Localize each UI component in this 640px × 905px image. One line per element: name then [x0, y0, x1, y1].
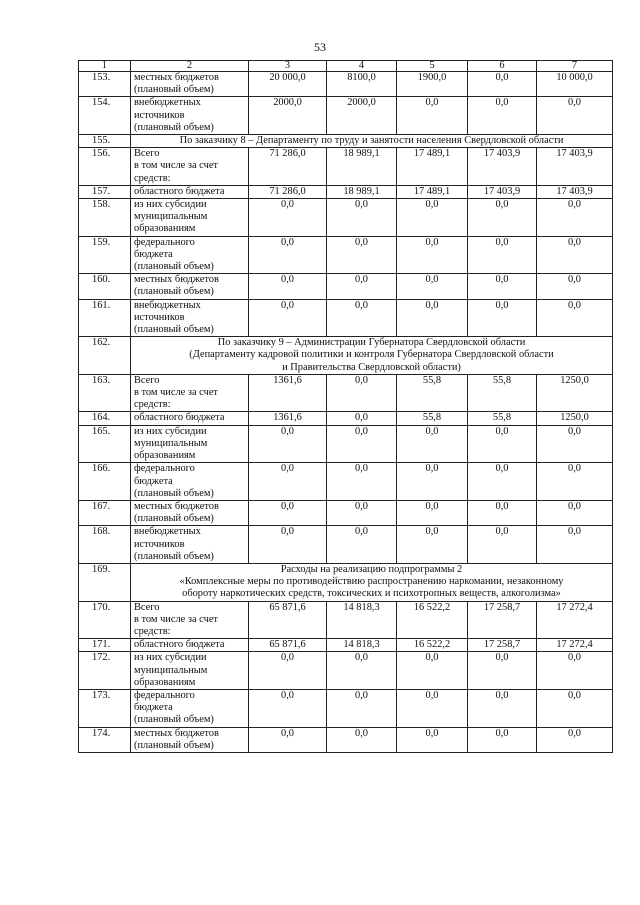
value-cell: 0,0	[397, 500, 468, 525]
value-cell: 0,0	[327, 526, 397, 564]
value-cell: 0,0	[249, 236, 327, 274]
value-cell: 16 522,2	[397, 601, 468, 639]
value-cell: 0,0	[397, 652, 468, 690]
row-label: федерального бюджета (плановый объем)	[131, 236, 249, 274]
column-header: 4	[327, 61, 397, 72]
value-cell: 71 286,0	[249, 148, 327, 186]
value-cell: 0,0	[537, 689, 613, 727]
row-label: из них субсидии муниципальным образованиям	[131, 425, 249, 463]
value-cell: 0,0	[249, 199, 327, 237]
value-cell: 2000,0	[249, 97, 327, 135]
value-cell: 0,0	[537, 463, 613, 501]
row-number: 158.	[79, 199, 131, 237]
value-cell: 0,0	[468, 425, 537, 463]
value-cell: 0,0	[397, 97, 468, 135]
table-body	[79, 61, 613, 753]
column-header: 1	[79, 61, 131, 72]
value-cell: 17 489,1	[397, 185, 468, 198]
row-label: внебюджетных источников (плановый объем)	[131, 97, 249, 135]
column-header: 2	[131, 61, 249, 72]
value-cell: 0,0	[249, 727, 327, 752]
section-title: По заказчику 9 – Администрации Губернатора Свердловской области (Департаменту кадровой политики и контроля Губернатора Свердловской области и Правительства Свердловской области)	[131, 337, 613, 375]
value-cell: 0,0	[327, 274, 397, 299]
table-row	[79, 601, 613, 639]
table-row	[79, 727, 613, 752]
value-cell: 18 989,1	[327, 185, 397, 198]
value-cell: 1250,0	[537, 374, 613, 412]
row-label: Всего в том числе за счет средств:	[131, 148, 249, 186]
row-number: 154.	[79, 97, 131, 135]
value-cell: 0,0	[468, 199, 537, 237]
row-label: федерального бюджета (плановый объем)	[131, 463, 249, 501]
value-cell: 55,8	[397, 412, 468, 425]
row-label: областного бюджета	[131, 412, 249, 425]
section-row	[79, 135, 613, 148]
row-label: областного бюджета	[131, 185, 249, 198]
value-cell: 0,0	[537, 727, 613, 752]
row-number: 156.	[79, 148, 131, 186]
row-number: 170.	[79, 601, 131, 639]
value-cell: 1361,6	[249, 374, 327, 412]
value-cell: 0,0	[468, 97, 537, 135]
value-cell: 0,0	[468, 274, 537, 299]
value-cell: 17 258,7	[468, 601, 537, 639]
value-cell: 0,0	[327, 652, 397, 690]
value-cell: 0,0	[397, 299, 468, 337]
table-row	[79, 689, 613, 727]
column-header: 7	[537, 61, 613, 72]
row-label: местных бюджетов (плановый объем)	[131, 500, 249, 525]
table-row	[79, 97, 613, 135]
row-number: 164.	[79, 412, 131, 425]
value-cell: 0,0	[468, 500, 537, 525]
value-cell: 0,0	[249, 463, 327, 501]
page-number: 53	[314, 40, 326, 54]
value-cell: 0,0	[327, 299, 397, 337]
table-row	[79, 374, 613, 412]
value-cell: 0,0	[249, 689, 327, 727]
table-row	[79, 639, 613, 652]
value-cell: 0,0	[537, 526, 613, 564]
section-row	[79, 337, 613, 375]
value-cell: 17 258,7	[468, 639, 537, 652]
value-cell: 0,0	[327, 374, 397, 412]
value-cell: 0,0	[327, 500, 397, 525]
value-cell: 0,0	[468, 526, 537, 564]
row-number: 159.	[79, 236, 131, 274]
value-cell: 0,0	[397, 199, 468, 237]
value-cell: 0,0	[397, 463, 468, 501]
value-cell: 0,0	[468, 236, 537, 274]
row-number: 163.	[79, 374, 131, 412]
value-cell: 17 403,9	[468, 148, 537, 186]
value-cell: 0,0	[468, 463, 537, 501]
header-row	[79, 61, 613, 72]
table-row	[79, 425, 613, 463]
table-row	[79, 274, 613, 299]
value-cell: 16 522,2	[397, 639, 468, 652]
value-cell: 0,0	[249, 500, 327, 525]
value-cell: 1900,0	[397, 72, 468, 97]
row-number: 157.	[79, 185, 131, 198]
row-label: внебюджетных источников (плановый объем)	[131, 526, 249, 564]
value-cell: 0,0	[327, 463, 397, 501]
value-cell: 55,8	[397, 374, 468, 412]
budget-table	[78, 60, 613, 753]
value-cell: 0,0	[537, 500, 613, 525]
table-row	[79, 72, 613, 97]
row-number: 155.	[79, 135, 131, 148]
section-title: По заказчику 8 – Департаменту по труду и занятости населения Свердловской области	[131, 135, 613, 148]
row-number: 174.	[79, 727, 131, 752]
value-cell: 55,8	[468, 412, 537, 425]
table-row	[79, 236, 613, 274]
value-cell: 0,0	[537, 299, 613, 337]
table-row	[79, 500, 613, 525]
column-header: 5	[397, 61, 468, 72]
value-cell: 14 818,3	[327, 639, 397, 652]
value-cell: 17 272,4	[537, 639, 613, 652]
table-row	[79, 148, 613, 186]
value-cell: 0,0	[537, 236, 613, 274]
row-label: Всего в том числе за счет средств:	[131, 374, 249, 412]
value-cell: 17 403,9	[468, 185, 537, 198]
table-row	[79, 199, 613, 237]
row-number: 166.	[79, 463, 131, 501]
row-number: 168.	[79, 526, 131, 564]
value-cell: 0,0	[468, 72, 537, 97]
row-number: 169.	[79, 563, 131, 601]
value-cell: 0,0	[397, 526, 468, 564]
row-number: 153.	[79, 72, 131, 97]
row-number: 165.	[79, 425, 131, 463]
row-number: 173.	[79, 689, 131, 727]
column-header: 3	[249, 61, 327, 72]
value-cell: 0,0	[397, 689, 468, 727]
value-cell: 65 871,6	[249, 639, 327, 652]
value-cell: 0,0	[327, 412, 397, 425]
value-cell: 0,0	[397, 425, 468, 463]
row-number: 160.	[79, 274, 131, 299]
value-cell: 0,0	[249, 526, 327, 564]
section-title: Расходы на реализацию подпрограммы 2 «Комплексные меры по противодействию распространению наркомании, незаконному обороту наркотических средств, токсических и психотропных веществ, алкоголизма»	[131, 563, 613, 601]
value-cell: 0,0	[537, 97, 613, 135]
value-cell: 0,0	[537, 652, 613, 690]
table-row	[79, 412, 613, 425]
value-cell: 0,0	[249, 425, 327, 463]
row-label: внебюджетных источников (плановый объем)	[131, 299, 249, 337]
value-cell: 0,0	[537, 274, 613, 299]
row-number: 172.	[79, 652, 131, 690]
row-label: федерального бюджета (плановый объем)	[131, 689, 249, 727]
value-cell: 55,8	[468, 374, 537, 412]
row-label: из них субсидии муниципальным образованиям	[131, 652, 249, 690]
value-cell: 20 000,0	[249, 72, 327, 97]
row-number: 161.	[79, 299, 131, 337]
value-cell: 8100,0	[327, 72, 397, 97]
value-cell: 18 989,1	[327, 148, 397, 186]
column-header: 6	[468, 61, 537, 72]
value-cell: 0,0	[468, 689, 537, 727]
value-cell: 1250,0	[537, 412, 613, 425]
row-label: Всего в том числе за счет средств:	[131, 601, 249, 639]
row-label: местных бюджетов (плановый объем)	[131, 727, 249, 752]
value-cell: 0,0	[249, 652, 327, 690]
row-number: 167.	[79, 500, 131, 525]
value-cell: 17 403,9	[537, 148, 613, 186]
value-cell: 0,0	[327, 425, 397, 463]
value-cell: 14 818,3	[327, 601, 397, 639]
value-cell: 0,0	[327, 727, 397, 752]
value-cell: 0,0	[249, 299, 327, 337]
value-cell: 0,0	[249, 274, 327, 299]
row-number: 162.	[79, 337, 131, 375]
value-cell: 1361,6	[249, 412, 327, 425]
value-cell: 2000,0	[327, 97, 397, 135]
table-row	[79, 185, 613, 198]
table-row	[79, 463, 613, 501]
value-cell: 0,0	[537, 199, 613, 237]
value-cell: 17 489,1	[397, 148, 468, 186]
value-cell: 17 272,4	[537, 601, 613, 639]
value-cell: 0,0	[327, 199, 397, 237]
row-label: местных бюджетов (плановый объем)	[131, 72, 249, 97]
row-label: областного бюджета	[131, 639, 249, 652]
value-cell: 0,0	[397, 727, 468, 752]
value-cell: 0,0	[537, 425, 613, 463]
table-row	[79, 652, 613, 690]
row-label: из них субсидии муниципальным образованиям	[131, 199, 249, 237]
value-cell: 71 286,0	[249, 185, 327, 198]
value-cell: 10 000,0	[537, 72, 613, 97]
value-cell: 0,0	[327, 236, 397, 274]
value-cell: 65 871,6	[249, 601, 327, 639]
table-row	[79, 299, 613, 337]
section-row	[79, 563, 613, 601]
table-row	[79, 526, 613, 564]
row-label: местных бюджетов (плановый объем)	[131, 274, 249, 299]
value-cell: 17 403,9	[537, 185, 613, 198]
value-cell: 0,0	[397, 236, 468, 274]
row-number: 171.	[79, 639, 131, 652]
value-cell: 0,0	[468, 652, 537, 690]
value-cell: 0,0	[468, 727, 537, 752]
value-cell: 0,0	[397, 274, 468, 299]
value-cell: 0,0	[327, 689, 397, 727]
value-cell: 0,0	[468, 299, 537, 337]
